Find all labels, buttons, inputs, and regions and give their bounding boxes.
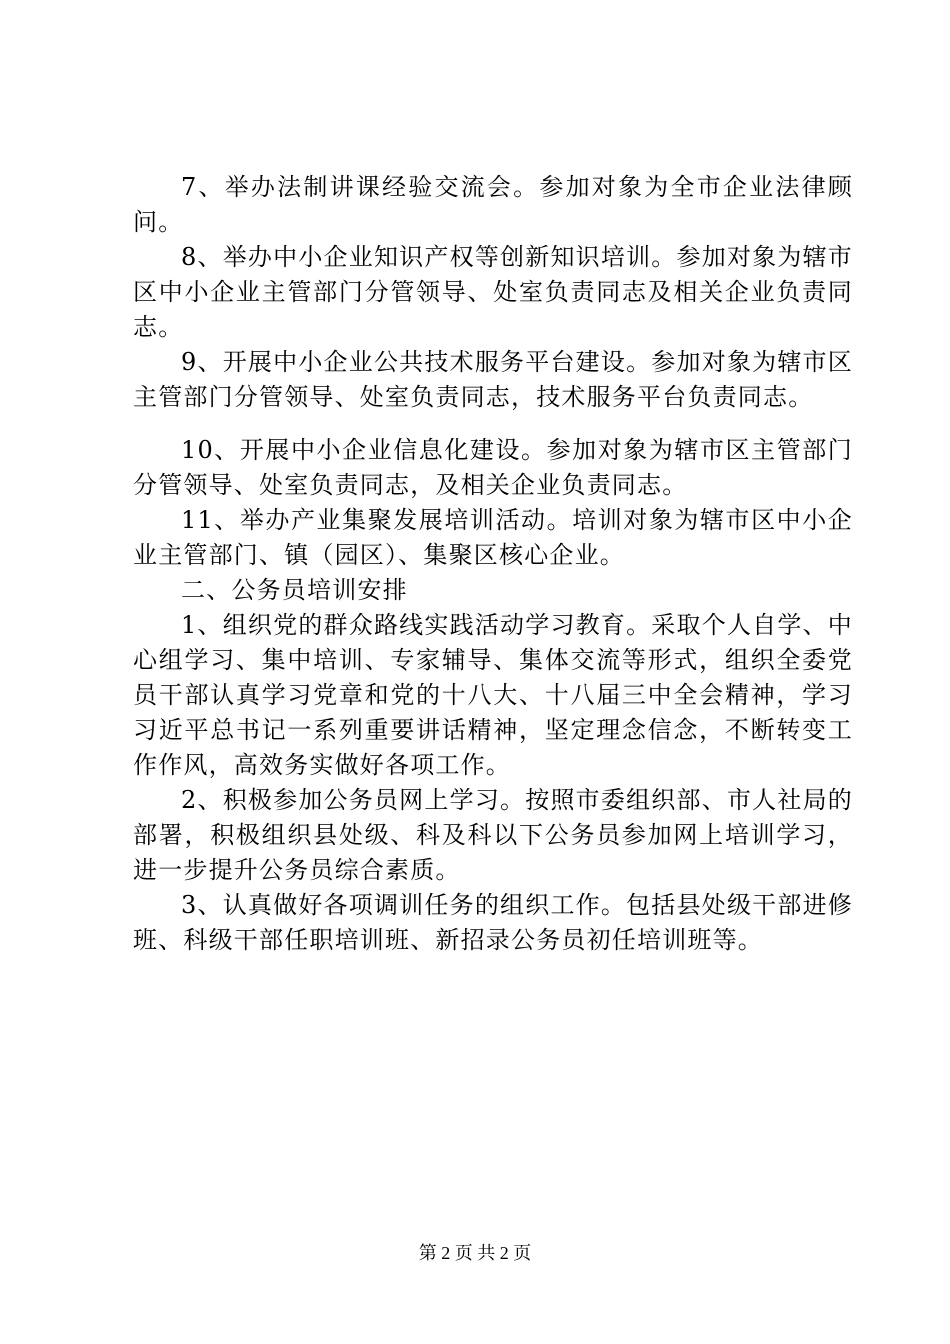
paragraph-item-9: 9、开展中小企业公共技术服务平台建设。参加对象为辖市区主管部门分管领导、处室负责同志，技术服务平台负责同志。 — [133, 348, 853, 411]
paragraph-civil-2: 2、积极参加公务员网上学习。按照市委组织部、市人社局的部署，积极组织县处级、科及科以下公务员参加网上培训学习，进一步提升公务员综合素质。 — [133, 786, 853, 884]
paragraph-item-7: 7、举办法制讲课经验交流会。参加对象为全市企业法律顾问。 — [133, 173, 853, 236]
page-footer: 第 2 页 共 2 页 — [418, 1243, 532, 1263]
document-body — [133, 170, 853, 958]
paragraph-civil-1: 1、组织党的群众路线实践活动学习教育。采取个人自学、中心组学习、集中培训、专家辅导、集体交流等形式，组织全委党员干部认真学习党章和党的十八大、十八届三中全会精神，学习习近平总书记一系列重要讲话精神，坚定理念信念，不断转变工作作风，高效务实做好各项工作。 — [133, 611, 853, 779]
paragraph-item-11: 11、举办产业集聚发展培训活动。培训对象为辖市区中小企业主管部门、镇（园区）、集聚区核心企业。 — [133, 506, 853, 569]
paragraph-item-8: 8、举办中小企业知识产权等创新知识培训。参加对象为辖市区中小企业主管部门分管领导、处室负责同志及相关企业负责同志。 — [133, 243, 853, 341]
paragraph-civil-3: 3、认真做好各项调训任务的组织工作。包括县处级干部进修班、科级干部任职培训班、新招录公务员初任培训班等。 — [133, 891, 853, 954]
paragraph-spacer — [133, 415, 853, 433]
paragraph-item-10: 10、开展中小企业信息化建设。参加对象为辖市区主管部门分管领导、处室负责同志，及相关企业负责同志。 — [133, 436, 853, 499]
section-heading: 二、公务员培训安排 — [181, 576, 408, 604]
